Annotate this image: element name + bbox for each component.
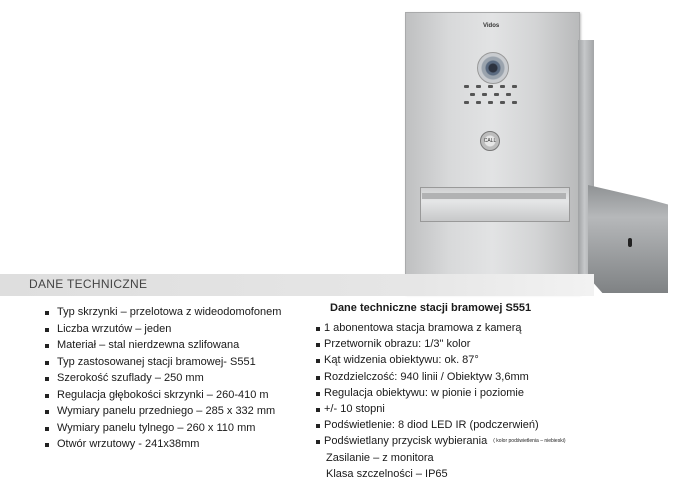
ir-led-icon: [500, 85, 505, 88]
list-item: Regulacja głębokości skrzynki – 260-410 m: [35, 389, 281, 406]
ir-led-icon: [512, 101, 517, 104]
ir-led-icon: [464, 85, 469, 88]
station-spec-title: Dane techniczne stacji bramowej S551: [330, 302, 532, 314]
brand-logo: Vidos: [483, 23, 500, 29]
ir-led-icon: [476, 85, 481, 88]
list-item: Wymiary panelu tylnego – 260 x 110 mm: [35, 422, 281, 439]
ir-led-icon: [512, 85, 517, 88]
ir-led-icon: [494, 93, 499, 96]
section-header: DANE TECHNICZNE: [29, 277, 148, 291]
list-item: Kąt widzenia obiektywu: ok. 87°: [314, 354, 566, 370]
drawer-handle-hole: [628, 238, 632, 247]
list-item: Typ skrzynki – przelotowa z wideodomofonem: [35, 306, 281, 323]
mail-slot-lip: [422, 193, 566, 199]
camera-lens-icon: [477, 52, 509, 84]
list-item: [314, 435, 566, 451]
list-item: Liczba wrzutów – jeden: [35, 323, 281, 340]
call-button: CALL: [480, 131, 500, 151]
list-item: Regulacja obiektywu: w pionie i poziomie: [314, 387, 566, 403]
list-item-text: Podświetlany przycisk wybierania: [324, 435, 488, 448]
right-spec-list: [314, 322, 566, 452]
list-item: Przetwornik obrazu: 1/3" kolor: [314, 338, 566, 354]
ir-led-icon: [470, 93, 475, 96]
ir-led-icon: [464, 101, 469, 104]
list-item: Rozdzielczość: 940 linii / Obiektyw 3,6mm: [314, 371, 566, 387]
list-item: +/- 10 stopni: [314, 403, 566, 419]
ip-rating-spec: Klasa szczelności – IP65: [326, 468, 448, 481]
list-item: Podświetlenie: 8 diod LED IR (podczerwień): [314, 419, 566, 435]
left-spec-list: [35, 306, 281, 455]
ir-led-icon: [506, 93, 511, 96]
ir-led-icon: [482, 93, 487, 96]
ir-led-grid: [462, 85, 522, 109]
power-spec: Zasilanie – z monitora: [326, 452, 434, 464]
ir-led-icon: [500, 101, 505, 104]
list-item: Otwór wrzutowy - 241x38mm: [35, 438, 281, 455]
list-item: 1 abonentowa stacja bramowa z kamerą: [314, 322, 566, 338]
ir-led-icon: [476, 101, 481, 104]
plain-spec-lines: [326, 452, 448, 484]
list-item: Wymiary panelu przedniego – 285 x 332 mm: [35, 405, 281, 422]
list-item: Materiał – stal nierdzewna szlifowana: [35, 339, 281, 356]
ir-led-icon: [488, 101, 493, 104]
ir-led-icon: [488, 85, 493, 88]
list-item: Szerokość szuflady – 250 mm: [35, 372, 281, 389]
backlight-note: ( kolor podświetlenia – niebieski): [493, 438, 566, 445]
list-item: Typ zastosowanej stacji bramowej- S551: [35, 356, 281, 373]
